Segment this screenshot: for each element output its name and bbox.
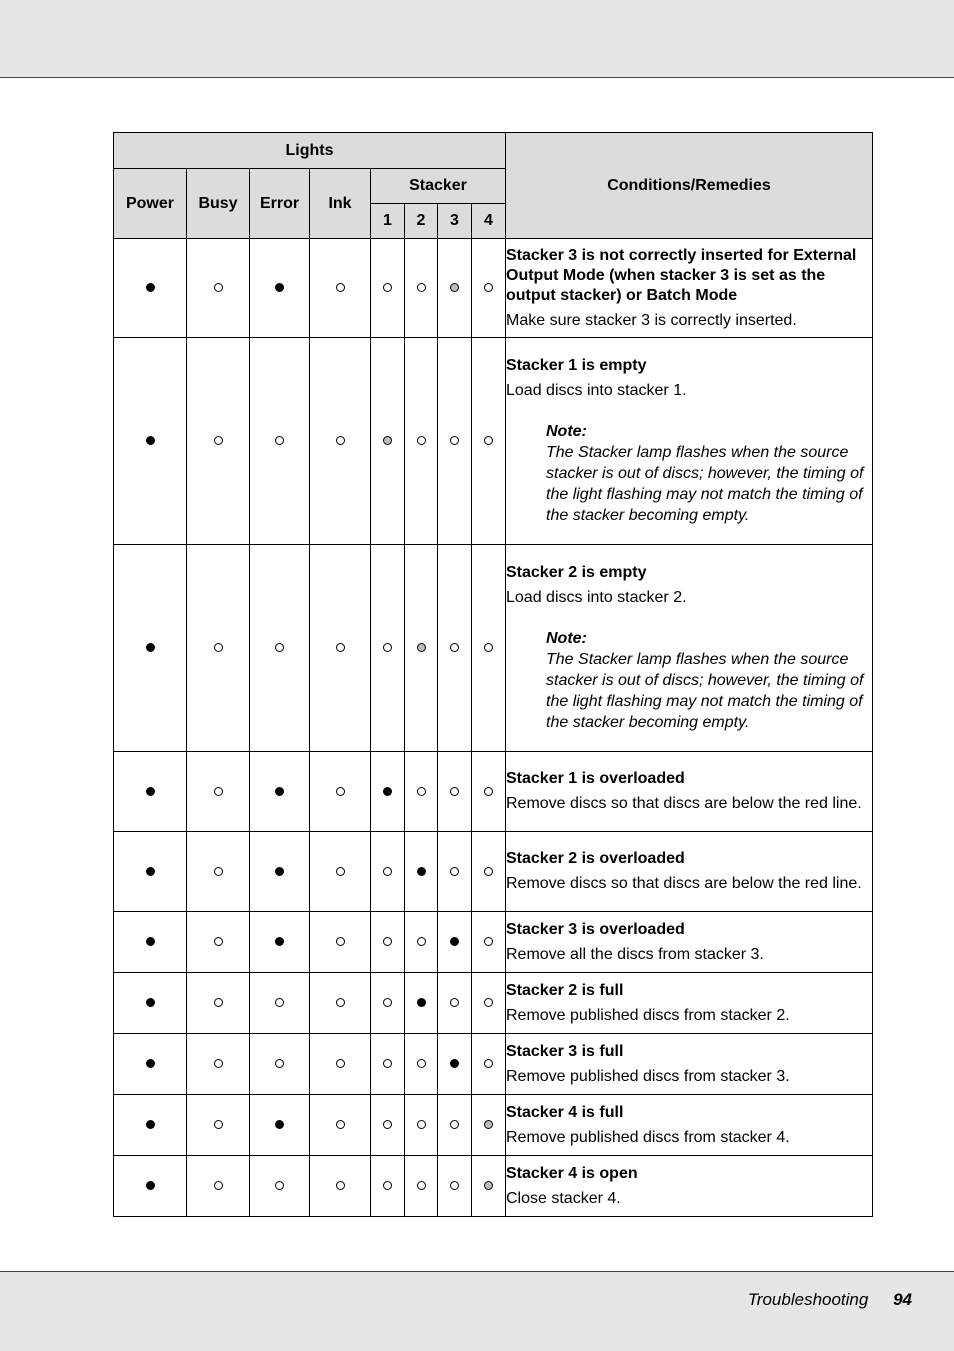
indicator-flash-icon — [383, 436, 392, 445]
indicator-on-icon — [275, 1120, 284, 1129]
error-light-cell — [250, 1095, 310, 1156]
indicator-off-icon — [417, 1120, 426, 1129]
condition-title: Stacker 2 is overloaded — [506, 850, 685, 867]
indicator-off-icon — [275, 1059, 284, 1068]
condition-remedy: Remove discs so that discs are below the red line. — [506, 795, 862, 812]
table-row — [114, 545, 873, 752]
busy-light-cell — [187, 239, 250, 338]
indicator-on-icon — [146, 283, 155, 292]
stacker-1-light-cell — [371, 973, 405, 1034]
stacker-2-light-cell — [405, 752, 438, 832]
indicator-on-icon — [146, 787, 155, 796]
power-light-cell — [114, 912, 187, 973]
stacker-3-light-cell — [438, 338, 472, 545]
indicator-off-icon — [484, 436, 493, 445]
indicator-flash-icon — [484, 1181, 493, 1190]
table-row — [114, 338, 873, 545]
power-header: Power — [114, 169, 187, 239]
condition-cell — [506, 832, 873, 912]
indicator-off-icon — [417, 1181, 426, 1190]
stacker-2-light-cell — [405, 338, 438, 545]
condition-remedy: Load discs into stacker 2. — [506, 589, 687, 606]
indicator-off-icon — [484, 867, 493, 876]
indicator-off-icon — [275, 436, 284, 445]
conditions-header: Conditions/Remedies — [506, 133, 873, 239]
indicator-off-icon — [383, 1120, 392, 1129]
stacker-4-light-cell — [472, 752, 506, 832]
indicator-off-icon — [214, 1120, 223, 1129]
table-row — [114, 239, 873, 338]
footer-section: Troubleshooting — [747, 1290, 869, 1309]
stacker-3-light-cell — [438, 912, 472, 973]
footer-band — [0, 1271, 954, 1351]
stacker-4-light-cell — [472, 832, 506, 912]
indicator-off-icon — [214, 937, 223, 946]
indicator-off-icon — [383, 867, 392, 876]
busy-light-cell — [187, 752, 250, 832]
power-light-cell — [114, 1156, 187, 1217]
stacker-1-light-cell — [371, 338, 405, 545]
condition-title: Stacker 3 is overloaded — [506, 920, 685, 938]
table-row — [114, 1156, 873, 1217]
note-text: The Stacker lamp flashes when the source stacker is out of discs; however, the timing of the light flashing may not match the timing of the stacker becoming empty. — [546, 444, 864, 524]
note-block — [546, 421, 872, 526]
condition-title: Stacker 2 is empty — [506, 564, 647, 581]
stacker-1-light-cell — [371, 1156, 405, 1217]
ink-light-cell — [310, 239, 371, 338]
stacker-3-light-cell — [438, 545, 472, 752]
condition-remedy: Remove published discs from stacker 4. — [506, 1128, 790, 1146]
stacker-4-header: 4 — [472, 204, 506, 239]
indicator-off-icon — [275, 998, 284, 1007]
indicator-off-icon — [450, 867, 459, 876]
stacker-3-light-cell — [438, 239, 472, 338]
condition-title: Stacker 1 is empty — [506, 357, 647, 374]
stacker-4-light-cell — [472, 338, 506, 545]
indicator-off-icon — [336, 643, 345, 652]
indicator-off-icon — [336, 867, 345, 876]
stacker-2-light-cell — [405, 1034, 438, 1095]
indicator-off-icon — [214, 436, 223, 445]
stacker-4-light-cell — [472, 912, 506, 973]
indicator-off-icon — [417, 436, 426, 445]
indicator-flash-icon — [484, 1120, 493, 1129]
busy-light-cell — [187, 338, 250, 545]
condition-cell — [506, 239, 873, 338]
stacker-1-light-cell — [371, 912, 405, 973]
indicator-off-icon — [417, 937, 426, 946]
stacker-3-header: 3 — [438, 204, 472, 239]
condition-cell — [506, 1156, 873, 1217]
indicator-off-icon — [214, 1181, 223, 1190]
indicator-off-icon — [450, 998, 459, 1007]
indicator-off-icon — [336, 436, 345, 445]
ink-light-cell — [310, 1156, 371, 1217]
stacker-2-light-cell — [405, 973, 438, 1034]
error-header: Error — [250, 169, 310, 239]
stacker-3-light-cell — [438, 1095, 472, 1156]
indicator-off-icon — [417, 283, 426, 292]
note-block — [546, 628, 872, 733]
indicator-on-icon — [275, 937, 284, 946]
stacker-3-light-cell — [438, 752, 472, 832]
condition-remedy: Load discs into stacker 1. — [506, 382, 687, 399]
error-light-cell — [250, 545, 310, 752]
stacker-2-light-cell — [405, 832, 438, 912]
table-row — [114, 1034, 873, 1095]
indicator-off-icon — [336, 1120, 345, 1129]
stacker-4-light-cell — [472, 1034, 506, 1095]
stacker-2-light-cell — [405, 912, 438, 973]
indicator-off-icon — [484, 283, 493, 292]
table-row — [114, 832, 873, 912]
stacker-3-light-cell — [438, 832, 472, 912]
indicator-off-icon — [417, 1059, 426, 1068]
ink-light-cell — [310, 752, 371, 832]
indicator-off-icon — [450, 1120, 459, 1129]
indicator-off-icon — [383, 1059, 392, 1068]
power-light-cell — [114, 752, 187, 832]
stacker-1-header: 1 — [371, 204, 405, 239]
busy-light-cell — [187, 1095, 250, 1156]
note-heading: Note: — [546, 630, 587, 647]
ink-light-cell — [310, 338, 371, 545]
page-number: 94 — [893, 1290, 912, 1309]
indicator-off-icon — [484, 998, 493, 1007]
indicator-off-icon — [450, 1181, 459, 1190]
indicator-off-icon — [214, 283, 223, 292]
indicator-on-icon — [383, 787, 392, 796]
table-body — [114, 239, 873, 1217]
indicator-off-icon — [383, 937, 392, 946]
stacker-2-header: 2 — [405, 204, 438, 239]
table-row — [114, 973, 873, 1034]
ink-light-cell — [310, 1095, 371, 1156]
stacker-header: Stacker — [371, 169, 506, 204]
stacker-2-light-cell — [405, 1095, 438, 1156]
condition-cell — [506, 1095, 873, 1156]
power-light-cell — [114, 545, 187, 752]
table-row — [114, 752, 873, 832]
indicator-off-icon — [275, 1181, 284, 1190]
indicator-off-icon — [484, 1059, 493, 1068]
stacker-3-light-cell — [438, 1156, 472, 1217]
power-light-cell — [114, 338, 187, 545]
condition-title: Stacker 4 is full — [506, 1103, 624, 1121]
indicator-on-icon — [146, 998, 155, 1007]
indicator-on-icon — [275, 787, 284, 796]
indicator-off-icon — [214, 867, 223, 876]
stacker-1-light-cell — [371, 1095, 405, 1156]
indicator-off-icon — [484, 937, 493, 946]
indicator-off-icon — [275, 643, 284, 652]
indicator-off-icon — [214, 998, 223, 1007]
indicator-off-icon — [214, 643, 223, 652]
stacker-2-light-cell — [405, 239, 438, 338]
stacker-3-light-cell — [438, 973, 472, 1034]
stacker-4-light-cell — [472, 1095, 506, 1156]
power-light-cell — [114, 973, 187, 1034]
indicator-off-icon — [383, 643, 392, 652]
error-light-cell — [250, 239, 310, 338]
stacker-1-light-cell — [371, 1034, 405, 1095]
indicator-on-icon — [146, 1181, 155, 1190]
indicator-off-icon — [336, 1059, 345, 1068]
indicator-off-icon — [383, 1181, 392, 1190]
condition-remedy: Remove all the discs from stacker 3. — [506, 945, 764, 963]
condition-title: Stacker 2 is full — [506, 981, 624, 999]
lights-header: Lights — [114, 133, 506, 169]
indicator-on-icon — [450, 937, 459, 946]
error-light-cell — [250, 973, 310, 1034]
stacker-4-light-cell — [472, 973, 506, 1034]
indicator-off-icon — [450, 436, 459, 445]
indicator-on-icon — [146, 937, 155, 946]
busy-light-cell — [187, 912, 250, 973]
condition-title: Stacker 4 is open — [506, 1164, 638, 1182]
page-footer — [748, 1290, 912, 1310]
header-band — [0, 0, 954, 78]
power-light-cell — [114, 832, 187, 912]
indicator-off-icon — [417, 787, 426, 796]
indicator-on-icon — [146, 436, 155, 445]
ink-header: Ink — [310, 169, 371, 239]
indicator-on-icon — [275, 867, 284, 876]
indicator-off-icon — [484, 787, 493, 796]
indicator-off-icon — [450, 787, 459, 796]
busy-header: Busy — [187, 169, 250, 239]
condition-cell — [506, 545, 873, 752]
condition-remedy: Make sure stacker 3 is correctly inserted. — [506, 311, 797, 329]
note-text: The Stacker lamp flashes when the source stacker is out of discs; however, the timing of the light flashing may not match the timing of the stacker becoming empty. — [546, 651, 864, 731]
error-light-cell — [250, 832, 310, 912]
indicator-off-icon — [336, 998, 345, 1007]
power-light-cell — [114, 239, 187, 338]
indicator-on-icon — [146, 1059, 155, 1068]
condition-cell — [506, 338, 873, 545]
table-row — [114, 1095, 873, 1156]
condition-remedy: Remove published discs from stacker 2. — [506, 1006, 790, 1024]
ink-light-cell — [310, 912, 371, 973]
error-light-cell — [250, 338, 310, 545]
stacker-2-light-cell — [405, 545, 438, 752]
error-light-cell — [250, 1034, 310, 1095]
busy-light-cell — [187, 545, 250, 752]
stacker-4-light-cell — [472, 239, 506, 338]
stacker-1-light-cell — [371, 752, 405, 832]
ink-light-cell — [310, 1034, 371, 1095]
stacker-1-light-cell — [371, 832, 405, 912]
indicator-on-icon — [146, 1120, 155, 1129]
indicator-off-icon — [383, 998, 392, 1007]
busy-light-cell — [187, 1034, 250, 1095]
indicator-flash-icon — [417, 643, 426, 652]
condition-cell — [506, 752, 873, 832]
status-lights-table — [113, 132, 873, 1217]
condition-cell — [506, 1034, 873, 1095]
indicator-off-icon — [336, 1181, 345, 1190]
stacker-4-light-cell — [472, 1156, 506, 1217]
ink-light-cell — [310, 973, 371, 1034]
stacker-1-light-cell — [371, 239, 405, 338]
indicator-off-icon — [336, 283, 345, 292]
condition-remedy: Remove published discs from stacker 3. — [506, 1067, 790, 1085]
busy-light-cell — [187, 1156, 250, 1217]
indicator-on-icon — [146, 643, 155, 652]
indicator-off-icon — [484, 643, 493, 652]
condition-title: Stacker 3 is full — [506, 1042, 624, 1060]
condition-cell — [506, 912, 873, 973]
stacker-4-light-cell — [472, 545, 506, 752]
indicator-on-icon — [417, 867, 426, 876]
indicator-flash-icon — [450, 283, 459, 292]
indicator-off-icon — [450, 643, 459, 652]
error-light-cell — [250, 752, 310, 832]
error-light-cell — [250, 1156, 310, 1217]
condition-title: Stacker 1 is overloaded — [506, 770, 685, 787]
stacker-2-light-cell — [405, 1156, 438, 1217]
indicator-on-icon — [275, 283, 284, 292]
indicator-off-icon — [383, 283, 392, 292]
indicator-on-icon — [450, 1059, 459, 1068]
indicator-off-icon — [214, 787, 223, 796]
ink-light-cell — [310, 832, 371, 912]
condition-remedy: Close stacker 4. — [506, 1189, 621, 1207]
error-light-cell — [250, 912, 310, 973]
busy-light-cell — [187, 832, 250, 912]
note-heading: Note: — [546, 423, 587, 440]
indicator-on-icon — [417, 998, 426, 1007]
condition-remedy: Remove discs so that discs are below the red line. — [506, 875, 862, 892]
ink-light-cell — [310, 545, 371, 752]
indicator-on-icon — [146, 867, 155, 876]
indicator-off-icon — [214, 1059, 223, 1068]
stacker-3-light-cell — [438, 1034, 472, 1095]
stacker-1-light-cell — [371, 545, 405, 752]
busy-light-cell — [187, 973, 250, 1034]
indicator-off-icon — [336, 937, 345, 946]
table-row — [114, 912, 873, 973]
power-light-cell — [114, 1095, 187, 1156]
condition-cell — [506, 973, 873, 1034]
power-light-cell — [114, 1034, 187, 1095]
condition-title: Stacker 3 is not correctly inserted for External Output Mode (when stacker 3 is set as the output stacker) or Batch Mode — [506, 246, 857, 304]
indicator-off-icon — [336, 787, 345, 796]
